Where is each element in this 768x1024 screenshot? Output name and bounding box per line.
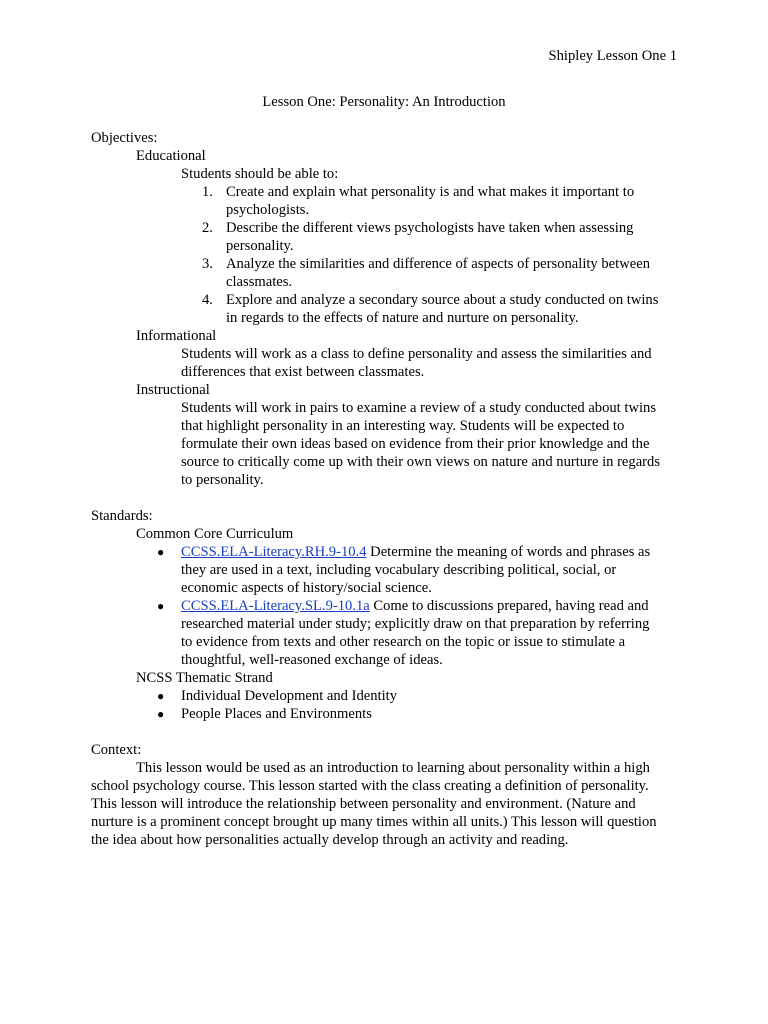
instructional-text-line: formulate their own ideas based on evidence from their prior knowledge and the: [181, 436, 650, 452]
list-item-line: psychologists.: [226, 202, 310, 218]
list-item-line: personality.: [226, 238, 294, 254]
ncss-label: NCSS Thematic Strand: [136, 670, 273, 686]
list-number: 1.: [202, 184, 213, 200]
bullet-icon: ●: [157, 599, 165, 613]
list-item-line: to evidence from texts and other research on the topic or issue to stimulate a: [181, 634, 626, 650]
common-core-label: Common Core Curriculum: [136, 526, 294, 542]
list-item-line: Individual Development and Identity: [181, 688, 398, 704]
list-item: [91, 597, 683, 669]
bullet-icon: ●: [157, 707, 165, 721]
context-text-line: This lesson will introduce the relationship between personality and environment. (Nature and: [91, 796, 636, 812]
standards-heading: Standards:: [91, 508, 153, 524]
bullet-icon: ●: [157, 545, 165, 559]
instructional-text-line: source to critically come up with their own views on nature and nurture in regards: [181, 454, 661, 470]
list-item: [91, 219, 683, 255]
page-title: Lesson One: Personality: An Introduction: [262, 94, 506, 110]
list-item-text: Determine the meaning of words and phrases as: [366, 544, 651, 560]
list-item-line: [181, 597, 683, 615]
list-number: 2.: [202, 220, 213, 236]
list-item: [91, 687, 683, 705]
document-body: [91, 129, 683, 849]
list-item: [91, 183, 683, 219]
list-item-line: Describe the different views psychologists have taken when assessing: [226, 220, 634, 236]
informational-text-line: Students will work as a class to define personality and assess the similarities and: [181, 346, 652, 362]
informational-text-line: differences that exist between classmates.: [181, 364, 425, 380]
list-item-line: Create and explain what personality is and what makes it important to: [226, 184, 635, 200]
educational-label: Educational: [136, 148, 206, 164]
list-item-line: researched material under study; explicitly draw on that preparation by referring: [181, 616, 650, 632]
list-item-line: Explore and analyze a secondary source about a study conducted on twins: [226, 292, 659, 308]
context-heading: Context:: [91, 742, 142, 758]
list-item-line: they are used in a text, including vocabulary describing political, social, or: [181, 562, 617, 578]
context-text-line: nurture is a prominent concept brought up many times within all units.) This lesson will question: [91, 814, 657, 830]
list-item: [91, 543, 683, 597]
list-item-text: Come to discussions prepared, having read and: [369, 598, 649, 614]
running-head: Shipley Lesson One 1: [548, 48, 677, 64]
context-text-line: school psychology course. This lesson started with the class creating a definition of personality.: [91, 778, 649, 794]
objectives-heading: Objectives:: [91, 130, 158, 146]
instructional-text-line: Students will work in pairs to examine a review of a study conducted about twins: [181, 400, 657, 416]
list-item: [91, 705, 683, 723]
list-item-line: classmates.: [226, 274, 293, 290]
list-number: 3.: [202, 256, 213, 272]
list-item-line: in regards to the effects of nature and nurture on personality.: [226, 310, 579, 326]
instructional-text-line: that highlight personality in an interesting way. Students will be expected to: [181, 418, 625, 434]
list-item-line: People Places and Environments: [181, 706, 372, 722]
list-item-line: thoughtful, well-reasoned exchange of ideas.: [181, 652, 443, 668]
list-item-line: [181, 543, 683, 561]
context-text-line: This lesson would be used as an introduction to learning about personality within a high: [136, 760, 650, 776]
instructional-label: Instructional: [136, 382, 210, 398]
instructional-text-line: to personality.: [181, 472, 264, 488]
ccss-rh-link[interactable]: CCSS.ELA-Literacy.RH.9-10.4: [181, 544, 367, 560]
educational-intro: Students should be able to:: [181, 166, 339, 182]
list-item: [91, 291, 683, 327]
informational-label: Informational: [136, 328, 217, 344]
ccss-sl-link[interactable]: CCSS.ELA-Literacy.SL.9-10.1a: [181, 598, 370, 614]
educational-objectives-list: [91, 183, 683, 327]
context-text-line: the idea about how personalities actually develop through an activity and reading.: [91, 832, 569, 848]
bullet-icon: ●: [157, 689, 165, 703]
list-item-line: economic aspects of history/social science.: [181, 580, 432, 596]
list-item-line: Analyze the similarities and difference of aspects of personality between: [226, 256, 651, 272]
list-number: 4.: [202, 292, 213, 308]
list-item: [91, 255, 683, 291]
